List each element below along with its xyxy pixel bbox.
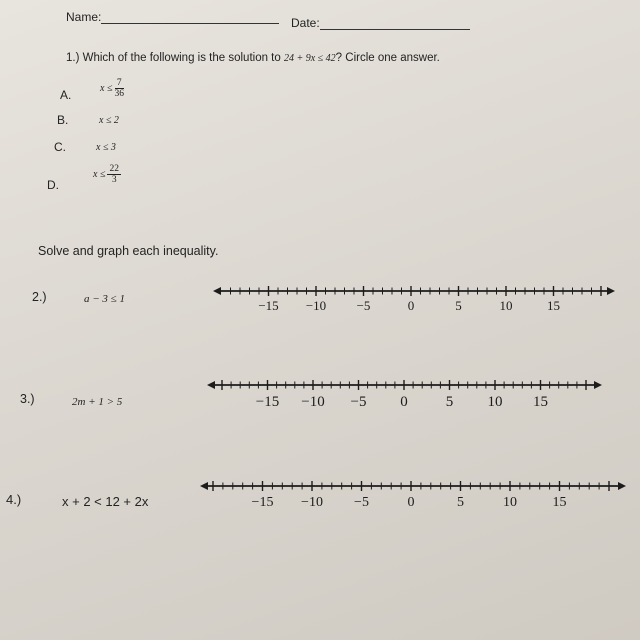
problem-2-number: 2.) xyxy=(32,290,47,304)
tick-label: 0 xyxy=(400,394,408,410)
option-b-letter: B. xyxy=(57,113,69,127)
problem-3-inequality: 2m + 1 > 5 xyxy=(72,396,123,408)
right-arrow-icon xyxy=(607,287,615,295)
problem-2-inequality: a − 3 ≤ 1 xyxy=(84,293,125,305)
option-a-denominator: 36 xyxy=(114,89,124,99)
tick-label: 0 xyxy=(407,298,415,313)
option-d-numerator: 22 xyxy=(109,164,119,174)
tick-label: 15 xyxy=(547,298,560,313)
tick-label: −10 xyxy=(301,394,325,410)
right-arrow-icon xyxy=(618,482,626,490)
tick-label: −5 xyxy=(354,495,369,510)
problem-4-number: 4.) xyxy=(6,492,22,507)
tick-label: −10 xyxy=(301,495,323,510)
tick-label: −15 xyxy=(258,298,279,313)
option-b[interactable]: x ≤ 2 xyxy=(99,115,119,126)
question-1-inequality: 24 + 9x ≤ 42 xyxy=(283,53,336,64)
left-arrow-icon xyxy=(213,287,221,295)
section-title: Solve and graph each inequality. xyxy=(38,244,219,258)
number-line-problem-3[interactable] xyxy=(207,380,602,410)
number-line-problem-4[interactable] xyxy=(200,481,626,510)
option-d-letter: D. xyxy=(47,178,59,192)
question-1-prefix: 1.) Which of the following is the solution to xyxy=(66,52,284,64)
tick-label: −5 xyxy=(356,298,371,313)
tick-label: 15 xyxy=(552,495,567,510)
date-label: Date: xyxy=(291,16,320,30)
tick-label: −5 xyxy=(350,394,367,410)
right-arrow-icon xyxy=(594,381,602,389)
tick-label: −15 xyxy=(251,495,274,510)
tick-label: −10 xyxy=(305,298,327,313)
name-label: Name: xyxy=(66,10,102,24)
number-line-problem-2[interactable] xyxy=(213,286,615,313)
option-c[interactable]: x ≤ 3 xyxy=(96,142,116,153)
tick-label: 5 xyxy=(455,298,462,313)
option-c-letter: C. xyxy=(54,140,66,154)
tick-label: 10 xyxy=(499,298,513,313)
option-a-letter: A. xyxy=(60,88,72,102)
question-1-suffix: ? Circle one answer. xyxy=(335,52,440,64)
tick-label: 5 xyxy=(457,495,464,510)
left-arrow-icon xyxy=(207,381,215,389)
problem-4-inequality: x + 2 < 12 + 2x xyxy=(62,494,149,509)
tick-label: 0 xyxy=(407,495,415,510)
tick-label: 10 xyxy=(503,495,517,510)
option-a-lhs: x ≤ xyxy=(100,83,113,94)
tick-label: 15 xyxy=(533,394,548,410)
tick-label: 5 xyxy=(445,394,454,410)
tick-label: −15 xyxy=(255,394,280,410)
option-a-numerator: 7 xyxy=(116,78,122,88)
option-d-denominator: 3 xyxy=(111,175,117,185)
option-d-lhs: x ≤ xyxy=(93,169,106,180)
problem-3-number: 3.) xyxy=(20,392,35,406)
left-arrow-icon xyxy=(200,482,208,490)
tick-label: 10 xyxy=(487,394,503,410)
